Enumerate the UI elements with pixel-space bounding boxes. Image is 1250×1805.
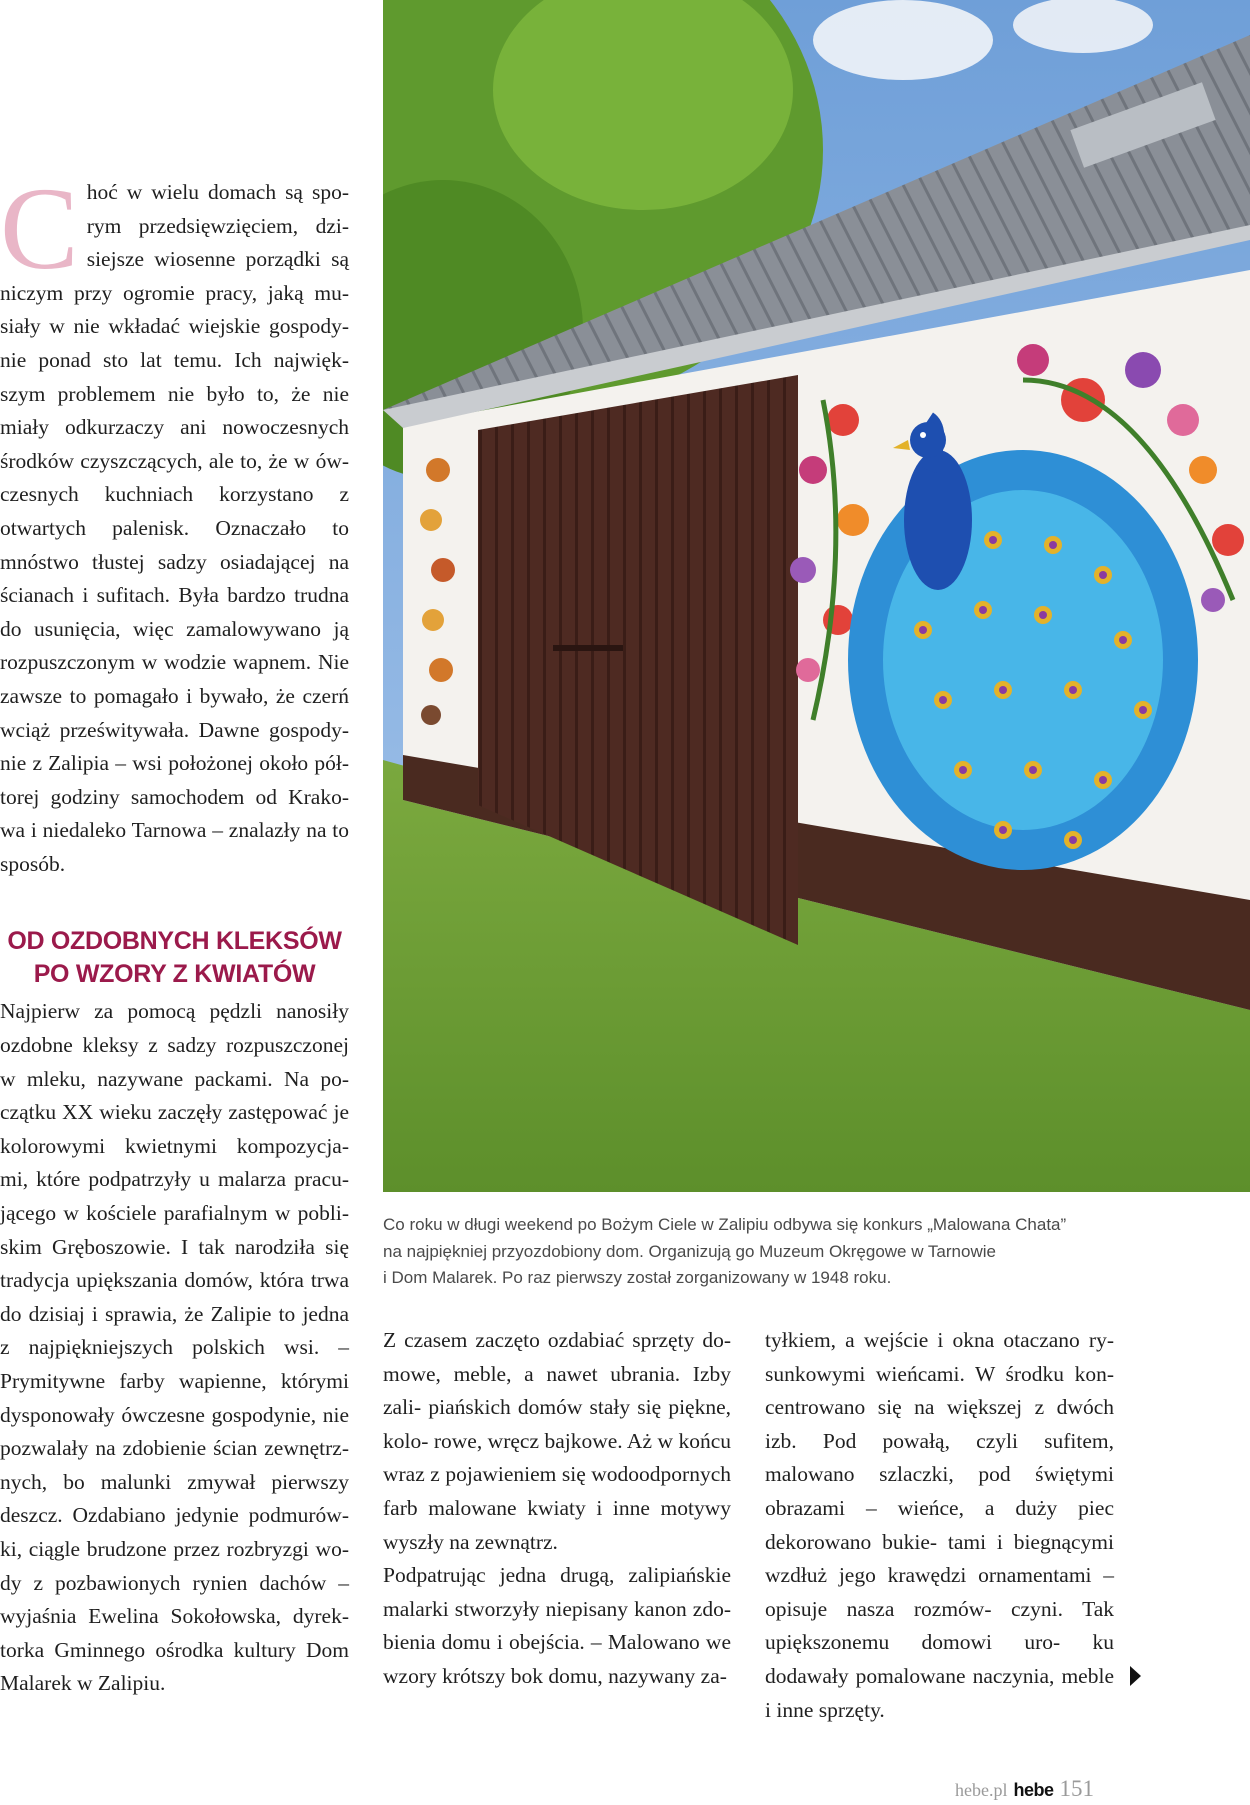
body-paragraph-mid-1: Z czasem zaczęto ozdabiać sprzęty do- mowe, meble, a nawet ubrania. Izby zali- piańskich domów stały się piękne, kolo- rowe, wręcz bajkowe. Aż w końcu wraz z pojawieniem się wodoodpornych farb malowane kwiaty i inne motywy wyszły na zewnątrz. — [383, 1328, 732, 1554]
caption-line-2: na najpiękniej przyozdobiony dom. Organizują go Muzeum Okręgowe w Tarnowie — [383, 1241, 996, 1261]
intro-paragraph: hoć w wielu domach są spo- rym przedsięwzięciem, dzi- siejsze wiosenne porządki są niczym przy ogromie pracy, jaką mu- siały w nie wkładać wiejskie gospody- nie ponad sto lat temu. Ich najwięk- szym problemem nie było to, że nie miały odkurzaczy ani nowoczesnych środków czyszczących, ale to, że w ów- czesnych kuchniach korzystano z otwartych palenisk. Oznaczało to mnóstwo tłustej sadzy osiadającej na ścianach i sufitach. Była bardzo trudna do usunięcia, więc zamalowywano ją rozpuszczonym w wodzie wapnem. Nie zawsze to pomagało i bywało, że czerń wciąż prześwitywała. Dawne gospody- nie z Zalipia – wsi położonej około pół- torej godziny samochodem od Krako- wa i niedaleko Tarnowa – znalazły na to sposób. — [0, 180, 350, 876]
subheading-line-2: PO WZORY Z KWIATÓW — [33, 960, 316, 989]
body-paragraph-mid-2: Podpatrując jedna drugą, zalipiańskie malarki stworzyły niepisany kanon zdo- bienia domu i obejścia. – Malowano we wzory krótszy bok domu, nazywany za- — [383, 1563, 731, 1688]
page-number: 151 — [1059, 1776, 1094, 1801]
page-footer — [955, 1776, 1245, 1800]
photo-caption — [383, 1212, 1143, 1292]
footer-brand-logo: hebe — [1013, 1780, 1054, 1800]
right-column — [765, 1324, 1114, 1727]
subheading-line-1: OD OZDOBNYCH KLEKSÓW — [7, 927, 342, 956]
body-paragraph-left: Najpierw za pomocą pędzli nanosiły ozdobne kleksy z sadzy rozpuszczonej w mleku, nazywane packami. Na po- czątku XX wieku zaczęły zastępować je kolorowymi kwietnymi kompozycja- mi, które podpatrzyły u malarza pracu- jącego w kościele parafialnym w pobli- skim Gręboszowie. I tak narodziła się tradycja upiększania domów, która trwa do dzisiaj i sprawia, że Zalipie to jedna z najpiękniejszych polskich wsi. – Prymitywne farby wapienne, którymi dysponowały ówczesne gospodynie, nie pozwalały na zdobienie ścian zewnętrz- nych, bo malunki zmywał pierwszy deszcz. Ozdabiano jedynie podmurów- ki, ciągle brudzone przez rozbryzgi wo- dy z pozbawionych rynien dachów – wyjaśnia Ewelina Sokołowska, dyrek- torka Gminnego ośrodka kultury Dom Malarek w Zalipiu. — [0, 999, 350, 1696]
caption-line-3: i Dom Malarek. Po raz pierwszy został zorganizowany w 1948 roku. — [383, 1268, 892, 1287]
caption-line-1: Co roku w długi weekend po Bożym Ciele w Zalipiu odbywa się konkurs „Malowana Chata” — [383, 1215, 1067, 1234]
drop-cap: C — [0, 163, 79, 294]
triangle-right-icon — [1130, 1666, 1141, 1686]
section-subheading — [0, 925, 349, 991]
painted-house-photo — [383, 0, 1250, 1192]
middle-column — [383, 1324, 731, 1694]
left-column — [0, 163, 350, 1701]
footer-site: hebe.pl — [955, 1780, 1008, 1800]
painted-house-illustration — [383, 0, 1250, 1192]
body-paragraph-right: tyłkiem, a wejście i okna otaczano ry- sunkowymi wieńcami. W środku kon- centrowano się na większej z dwóch izb. Pod powałą, czyli sufitem, malowano szlaczki, pod świętymi obrazami – wieńce, a duży piec dekorowano bukie- tami i biegnącymi wzdłuż jego krawędzi ornamentami – opisuje nasza rozmów- czyni. Tak upiększonemu domowi uro- ku dodawały pomalowane naczynia, meble i inne sprzęty. — [765, 1328, 1115, 1722]
